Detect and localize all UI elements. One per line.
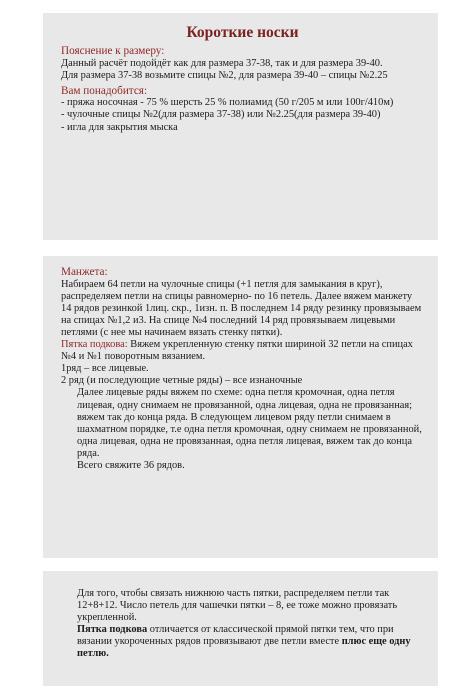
cuff-text: Набираем 64 петли на чулочные спицы (+1 петля для замыкания в круг), распределяем петли на спицы равномерно- по 16 петель. Далее вяжем манжету 14 рядов резинкой 1лиц. скр., 1изн. п. В последнем 14 ряду резинку провязываем на спицах №1,2 и3. На спице №4 последний 14 ряд провязываем лицевыми петлями (с нее мы начинаем вязать стенку пятки). — [61, 278, 422, 338]
materials-heading: Вам понадобится: — [61, 84, 148, 97]
materials-item-yarn: - пряжа носочная - 75 % шерсть 25 % полиамид (50 г/205 м или 100г/410м) — [61, 97, 394, 109]
heel-bottom-text: Для того, чтобы связать нижнюю часть пятки, распределяем петли так 12+8+12. Число петель для чашечки пятки – 8, ее тоже можно провязать укрепленной. — [77, 588, 398, 624]
size-and-materials-card — [43, 13, 438, 240]
horseshoe-heel-paragraph — [61, 624, 424, 660]
materials-item-needles: - чулочные спицы №2(для размера 37-38) или №2.25(для размера 39-40) — [61, 109, 381, 121]
materials-item-sewing-needle: - игла для закрытия мыска — [61, 121, 178, 133]
heel-text: Вяжем укрепленную стенку пятки шириной 32 петли на спицах №4 и №1 поворотным вязанием. — [61, 339, 413, 363]
heel-heading: Пятка подкова: — [61, 339, 128, 351]
cuff-and-heel-card — [43, 256, 438, 558]
page-title: Короткие носки — [186, 24, 299, 41]
size-line-2: Для размера 37-38 возьмите спицы №2, для размера 39-40 – спицы №2.25 — [61, 69, 388, 81]
row-pattern-text: Далее лицевые ряды вяжем по схеме: одна петля кромочная, одна петля лицевая, одну снимаем не провязанной, одна лицевая, одна не провязанная; вяжем так до конца ряда. В следующем лицевом ряду петли снимаем в шахматном порядке, т.е одна петля кромочная, одну снимаем не провязанной, одна лицевая, одна не провязанная, одна петля лицевая, вяжем так до конца ряда. — [77, 387, 422, 459]
heel-bottom-card — [43, 571, 438, 686]
size-heading: Пояснение к размеру: — [61, 45, 165, 57]
horseshoe-heel-text: отличается от классической прямой пятки тем, что при вязании укороченных рядов провязывают две петли вместе — [77, 624, 394, 648]
heel-paragraph — [61, 339, 424, 363]
row-1-text: 1ряд – все лицевые. — [61, 363, 149, 375]
cuff-heading: Манжета: — [61, 266, 108, 278]
size-line-1: Данный расчёт подойдёт как для размера 37-38, так и для размера 39-40. — [61, 57, 383, 69]
total-rows-text: Всего свяжите 36 рядов. — [77, 460, 185, 471]
horseshoe-heel-term: Пятка подкова — [77, 624, 148, 636]
row-2-text: 2 ряд (и последующие четные ряды) – все изнаночные — [61, 375, 303, 387]
horseshoe-heel-emphasis: плюс еще одну петлю. — [77, 636, 411, 660]
